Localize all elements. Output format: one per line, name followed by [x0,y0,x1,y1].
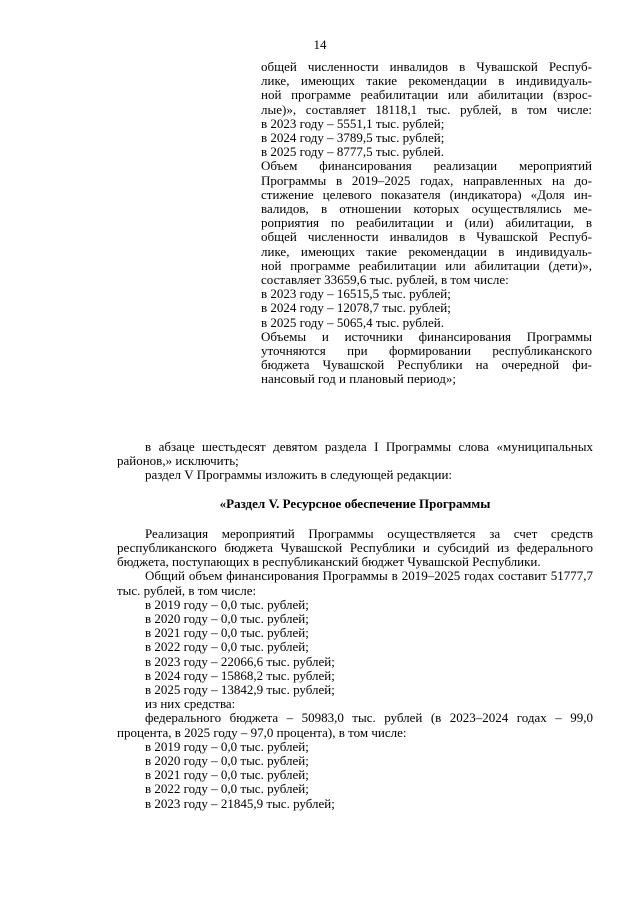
of-them-label: из них средства: [145,696,236,712]
federal-year-item: в 2020 году – 0,0 тыс. рублей; [145,753,309,769]
federal-years-list [117,740,593,811]
federal-year-item: в 2022 году – 0,0 тыс. рублей; [145,781,309,797]
total-year-item: в 2023 году – 22066,6 тыс. рублей; [145,653,335,669]
quote-line: общей численности инвалидов в Чувашской Респуб- [261,229,592,245]
total-years-list [117,598,593,697]
section-heading: «Раздел V. Ресурсное обеспечение Программы [219,495,491,511]
total-year-item: в 2020 году – 0,0 тыс. рублей; [145,611,309,627]
quote-line: в 2023 году – 16515,5 тыс. рублей; [261,286,451,302]
quote-line: нансовый год и плановый период»; [261,371,457,387]
quote-line: в 2024 году – 3789,5 тыс. рублей; [261,130,445,146]
quote-line: ной программе реабилитации или абилитации (взрос- [261,87,592,103]
federal-year-item: в 2021 году – 0,0 тыс. рублей; [145,767,309,783]
quote-line: в 2025 году – 8777,5 тыс. рублей. [261,144,444,160]
total-year-item: в 2022 году – 0,0 тыс. рублей; [145,639,309,655]
total-year-item: в 2019 году – 0,0 тыс. рублей; [145,596,309,612]
quote-line: Объемы и источники финансирования Программы [261,328,592,344]
quote-line: Программы в 2019–2025 годах, направленных на до- [261,172,592,188]
quote-line: стижение целевого показателя (индикатора) «Доля ин- [261,186,592,202]
quoted-text-block [261,60,592,387]
quote-line: бюджета Чувашской Республики на очередной фи- [261,357,592,373]
quote-line: в 2024 году – 12078,7 тыс. рублей; [261,300,451,316]
quote-line: в 2025 году – 5065,4 тыс. рублей. [261,314,444,330]
quote-line: лые)», составляет 18118,1 тыс. рублей, в том числе: [261,101,592,117]
quote-line: Объем финансирования реализации мероприятий [261,158,592,174]
federal-year-item: в 2023 году – 21845,9 тыс. рублей; [145,795,335,811]
quote-line: общей численности инвалидов в Чувашской Респуб- [261,59,592,74]
quote-line: ной программе реабилитации или абилитации (дети)», [261,257,592,273]
paragraph-total: Общий объем финансирования Программы в 2019–2025 годах составит 51777,7 тыс. рублей, в том числе: [117,568,593,598]
paragraph-federal: федерального бюджета – 50983,0 тыс. рублей (в 2023–2024 годах – 99,0 процента, в 2025 году – 97,0 процента), в том числе: [117,710,593,740]
quote-line: составляет 33659,6 тыс. рублей, в том числе: [261,272,509,288]
quote-line: лике, имеющих такие рекомендации в индивидуаль- [261,243,592,259]
quote-line: роприятия по реабилитации и (или) абилитации, в [261,215,592,231]
page-number: 14 [313,37,327,52]
paragraph-realization: Реализация мероприятий Программы осуществляется за счет средств республиканского бюджета Чувашской Республики и субсидий из федерального бюджета, поступающих в республиканский бюджет Чувашской Республики. [117,525,593,570]
quote-line: лике, имеющих такие рекомендации в индивидуаль- [261,73,592,89]
main-text [117,440,593,811]
quote-line: в 2023 году – 5551,1 тыс. рублей; [261,115,445,131]
federal-year-item: в 2019 году – 0,0 тыс. рублей; [145,738,309,754]
total-year-item: в 2025 году – 13842,9 тыс. рублей; [145,682,335,698]
paragraph-razdel: раздел V Программы изложить в следующей редакции: [145,467,453,483]
paragraph-abzac: в абзаце шестьдесят девятом раздела I Программы слова «муниципальных районов,» исключить; [117,439,593,469]
quote-line: валидов, в отношении которых осуществлялись ме- [261,201,592,217]
quote-line: уточняются при формировании республиканского [261,343,592,359]
total-year-item: в 2021 году – 0,0 тыс. рублей; [145,625,309,641]
total-year-item: в 2024 году – 15868,2 тыс. рублей; [145,667,335,683]
